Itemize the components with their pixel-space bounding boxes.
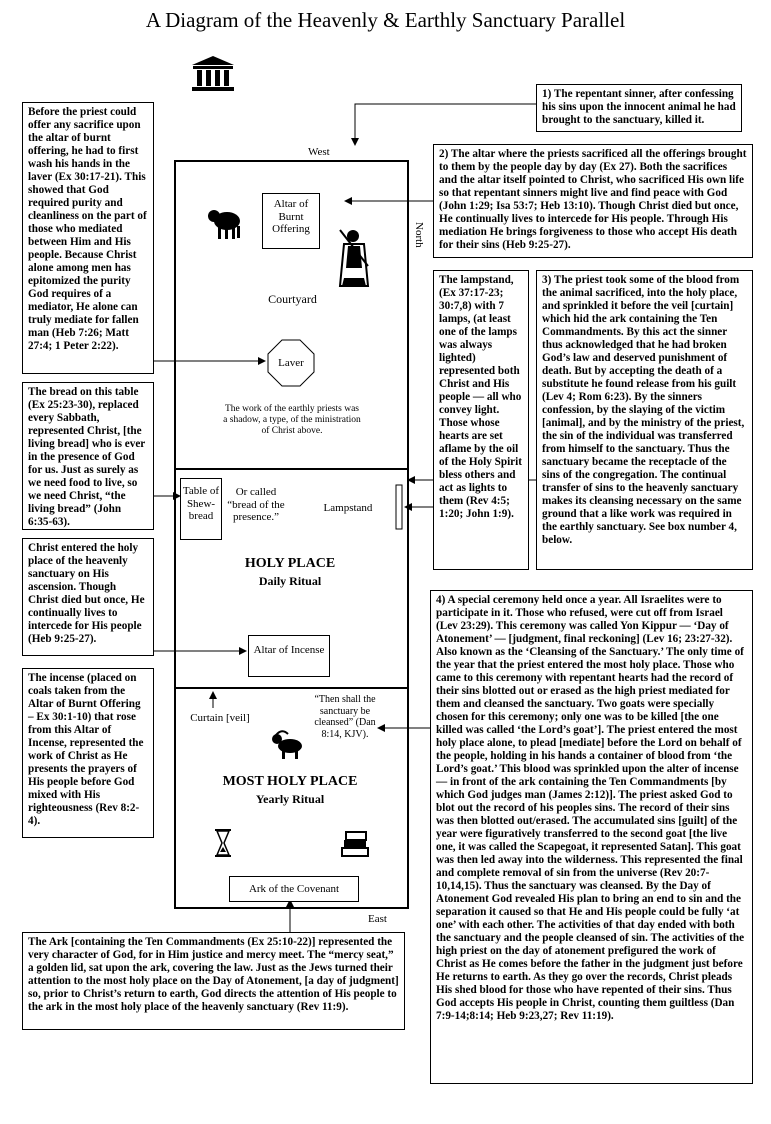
box-3: 3) The priest took some of the blood from the animal sacrificed, into the holy place, and sprinkled it before the veil [curtain] which hid the ark containing the Ten Commandments. By this act the sinner thus acknowledged that he had broken God’s law and deserved punishment of death. But by accepting the death of a substitute he found release from his guilt (Lev 4; Rom 6:23). By the sinners confession, by the slaying of the victim [animal], and by the ministry of the priest, the sin of the individual was transferred from himself to the sanctuary. Thus the sanctuary became the receptacle of the sins of the congregation. The continual transfer of sins to the heavenly sanctuary makes its cleansing necessary on the same ground that a like work was required in the earthly sanctuary. See box number 4, below. xyxy=(536,270,753,570)
cleansing-quote: “Then shall the sanctuary be cleansed” (Dan 8:14, KJV). xyxy=(314,694,376,740)
ascension-note: Christ entered the holy place of the heavenly sanctuary on His ascension. Though Christ died but once, He continually lives to intercede for His people (Heb 9:25-27). xyxy=(22,538,154,656)
table-alt-name: Or called “bread of the presence.” xyxy=(227,486,285,524)
altar-incense: Altar of Incense xyxy=(248,635,330,677)
box-2: 2) The altar where the priests sacrificed all the offerings brought to them by the people day by day (Ex 27). Both the sacrifices and the altar itself pointed to Christ, who sacrificed His own life so that repentant sinners might live and find peace with God (John 1:29; Isa 53:7; Heb 13:10). Though Christ died but once, He continually lives to intercede for His people. Through His mediation He brings forgiveness to those who accept His death for their sins (Heb 9:25-27). xyxy=(433,144,753,258)
table-shewbread: Table of Shew-bread xyxy=(180,478,222,540)
hourglass-icon xyxy=(214,828,232,858)
laver-note: Before the priest could offer any sacrifice upon the altar of burnt offering, he had to first wash his hands in the laver (Ex 30:17-21). This showed that God required purity and cleanliness on the part of those who mediated between Him and His people. Because Christ alone among men has epitomized the purity God requires of a mediator, He alone can truly mediate for fallen man (Heb 7:26; Matt 27:4; 1 Peter 2:22). xyxy=(22,102,154,374)
most-holy-place-subtitle: Yearly Ritual xyxy=(255,792,325,806)
compass-east: East xyxy=(368,913,387,925)
curtain-label: Curtain [veil] xyxy=(190,712,250,724)
ark-covenant: Ark of the Covenant xyxy=(229,876,359,902)
books-icon xyxy=(340,828,370,858)
box-4: 4) A special ceremony held once a year. All Israelites were to participate in it. Those who refused, were cut off from Israel (Lev 23:29). This ceremony was called Yon Kippur — ‘Day of Atonement’ — [judgment, final reckoning] (Lev 16; 23:27-32). Also known as the ‘Cleansing of the Sanctuary.’ The only time of the year that the priest entered the most holy place. Those who came to this ceremony with repentant hearts had the record of their sins blotted out or erased as the high priest mediated for them and cleansed the sanctuary. Two goats were specially chosen for this ceremony; only one was to be killed [the one killed was called ‘the Lord’s goat’]. The priest entered the most holy place alone, to plead [mediate] before the Lord on behalf of the people, holding in his hands a container of blood from ‘the Lord’s goat.’ This blood was sprinkled upon the alter of incense — in front of the ark containing the Ten Commandments [by which God judges man (James 2:12)]. The priest asked God to blot out the record of his peoples sins. The record of their sins was then blotted out/erased. The accumulated sins [guilt] of the year were figuratively transferred to the second goat [the live one, it was called the Scapegoat, it represented Satan]. This goat was then led away into the wilderness. This represented the final and complete removal of sin from the universe (Rev 20:7-10,14,15). Thus the sanctuary was cleansed. By the Day of Atonement God revealed His plan to bring an end to sin and the separation it caused so that He and His people could be fully ‘at one’ with each other. The activities of that day ended with both the sanctuary and the people cleansed of sin. The activities of the high priest on the day of atonement prefigured the work of Christ as He comes before the father in the judgment just before He returns to earth. As they go over the records, Christ pleads His shed blood for those who have repented of their sins. Thus God accepts His people in Christ, counting them guiltless (Dan 7:9-14;8:14; Heb 9:23,27; Rev 11:19). xyxy=(430,590,753,1084)
courtyard-label: Courtyard xyxy=(268,292,317,306)
courtyard-note: The work of the earthly priests was a shadow, a type, of the ministration of Christ above. xyxy=(223,404,361,436)
holy-place-subtitle: Daily Ritual xyxy=(258,574,322,588)
page-title: A Diagram of the Heavenly & Earthly Sanctuary Parallel xyxy=(145,8,626,32)
box-1: 1) The repentant sinner, after confessing his sins upon the innocent animal he had brought to the sanctuary, killed it. xyxy=(536,84,742,132)
altar-burnt-offering: Altar of Burnt Offering xyxy=(262,193,320,249)
lamb-icon xyxy=(205,205,245,241)
compass-north: North xyxy=(413,222,425,248)
lampstand-note: The lampstand, (Ex 37:17-23; 30:7,8) with 7 lamps, (at least one of the lamps was always lighted) represented both Christ and His people — all who convey light. Those whose hearts are set aflame by the oil of the Holy Spirit bless others and act as lights to them (Rev 4:5; 1:20; John 1:9). xyxy=(433,270,529,570)
bread-note: The bread on this table (Ex 25:23-30), replaced every Sabbath, represented Christ, [the living bread] who is ever in the presence of God for us. Just as surely as we need food to live, so we need Christ, “the living bread” (John 6:35-63). xyxy=(22,382,154,530)
holy-place-title: HOLY PLACE xyxy=(244,556,336,571)
priest-icon xyxy=(336,228,372,290)
compass-west: West xyxy=(308,146,330,158)
ark-note: The Ark [containing the Ten Commandments (Ex 25:10-22)] represented the very character of God, for in Him justice and mercy meet. The “mercy seat,” a golden lid, sat upon the ark, covering the law. Just as the Jews turned their attention to the most holy place on the Day of Atonement, [a day of judgment] so, prior to Christ’s return to earth, God directs the attention of His people to the ark in the most holy place of the heavenly sanctuary (Rev 11:9). xyxy=(22,932,405,1030)
goat-icon xyxy=(270,730,310,760)
most-holy-place-title: MOST HOLY PLACE xyxy=(222,774,358,789)
lampstand-label: Lampstand xyxy=(323,502,373,514)
laver-label: Laver xyxy=(278,357,304,369)
incense-note: The incense (placed on coals taken from the Altar of Burnt Offering – Ex 30:1-10) that rose from this Altar of Incense, represented the work of Christ as He presents the prayers of His people before God mixed with His righteousness (Rev 8:2-4). xyxy=(22,668,154,838)
